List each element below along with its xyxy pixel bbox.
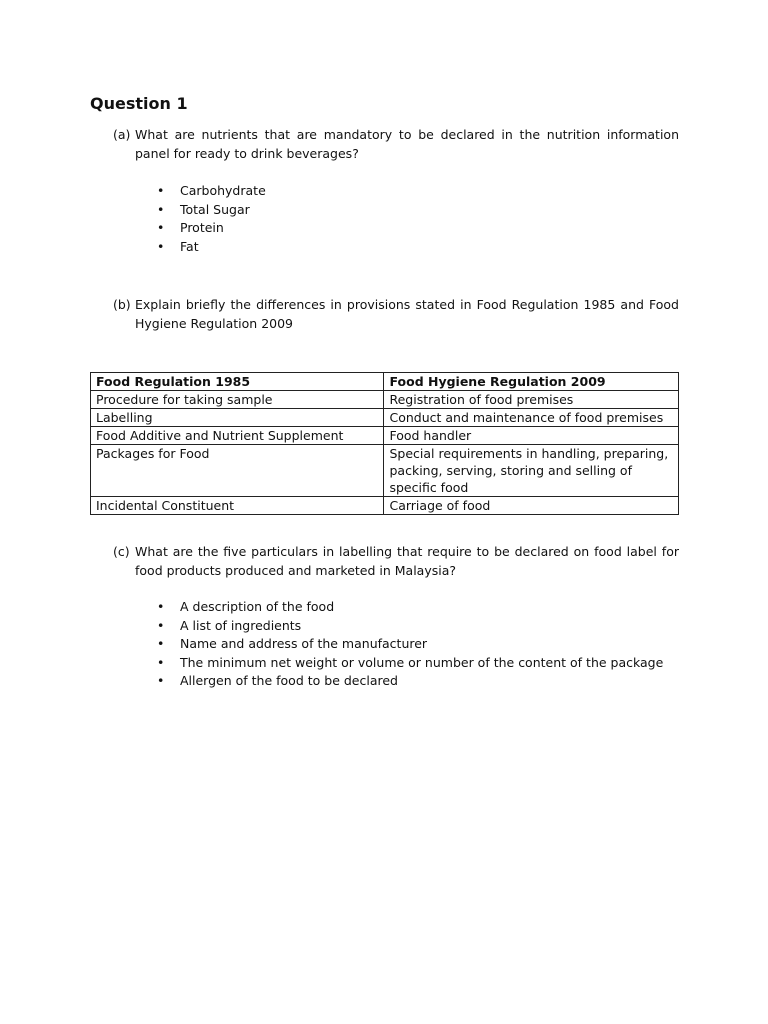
- table-cell: Special requirements in handling, preparing, packing, serving, storing and selling of specific food: [384, 445, 679, 497]
- table-cell: Labelling: [91, 409, 384, 427]
- list-item: • The minimum net weight or volume or number of the content of the package: [155, 654, 663, 673]
- part-a-text: What are nutrients that are mandatory to be declared in the nutrition information panel for ready to drink beverages?: [135, 127, 679, 161]
- part-b-label: (b): [113, 297, 131, 312]
- list-item: • Fat: [155, 238, 266, 257]
- list-item: • Allergen of the food to be declared: [155, 672, 663, 691]
- question-part-c: [113, 543, 679, 580]
- part-a-label: (a): [113, 127, 131, 142]
- part-c-bullet-list: [155, 598, 663, 691]
- regulation-comparison-table: [90, 372, 679, 515]
- list-item: • Name and address of the manufacturer: [155, 635, 663, 654]
- table-cell: Procedure for taking sample: [91, 391, 384, 409]
- table-row: [91, 409, 679, 427]
- part-b-text: Explain briefly the differences in provisions stated in Food Regulation 1985 and Food Hygiene Regulation 2009: [135, 297, 679, 331]
- table-row: [91, 497, 679, 515]
- table-cell: Conduct and maintenance of food premises: [384, 409, 679, 427]
- column-header-food-hygiene-regulation-2009: Food Hygiene Regulation 2009: [384, 373, 679, 391]
- table-row: [91, 445, 679, 497]
- question-title: Question 1: [90, 94, 188, 113]
- question-part-b: [113, 296, 679, 333]
- table-cell: Registration of food premises: [384, 391, 679, 409]
- table-cell: Packages for Food: [91, 445, 384, 497]
- column-header-food-regulation-1985: Food Regulation 1985: [91, 373, 384, 391]
- table-row: [91, 391, 679, 409]
- list-item: • A list of ingredients: [155, 617, 663, 636]
- table-cell: Food handler: [384, 427, 679, 445]
- table-header-row: [91, 373, 679, 391]
- list-item: • Carbohydrate: [155, 182, 266, 201]
- table-cell: Food Additive and Nutrient Supplement: [91, 427, 384, 445]
- part-c-label: (c): [113, 544, 130, 559]
- part-c-text: What are the five particulars in labelling that require to be declared on food label for food products produced and marketed in Malaysia?: [135, 544, 679, 578]
- list-item: • A description of the food: [155, 598, 663, 617]
- table-cell: Carriage of food: [384, 497, 679, 515]
- part-a-bullet-list: [155, 182, 266, 256]
- list-item: • Protein: [155, 219, 266, 238]
- table-row: [91, 427, 679, 445]
- question-part-a: [113, 126, 679, 163]
- table-cell: Incidental Constituent: [91, 497, 384, 515]
- list-item: • Total Sugar: [155, 201, 266, 220]
